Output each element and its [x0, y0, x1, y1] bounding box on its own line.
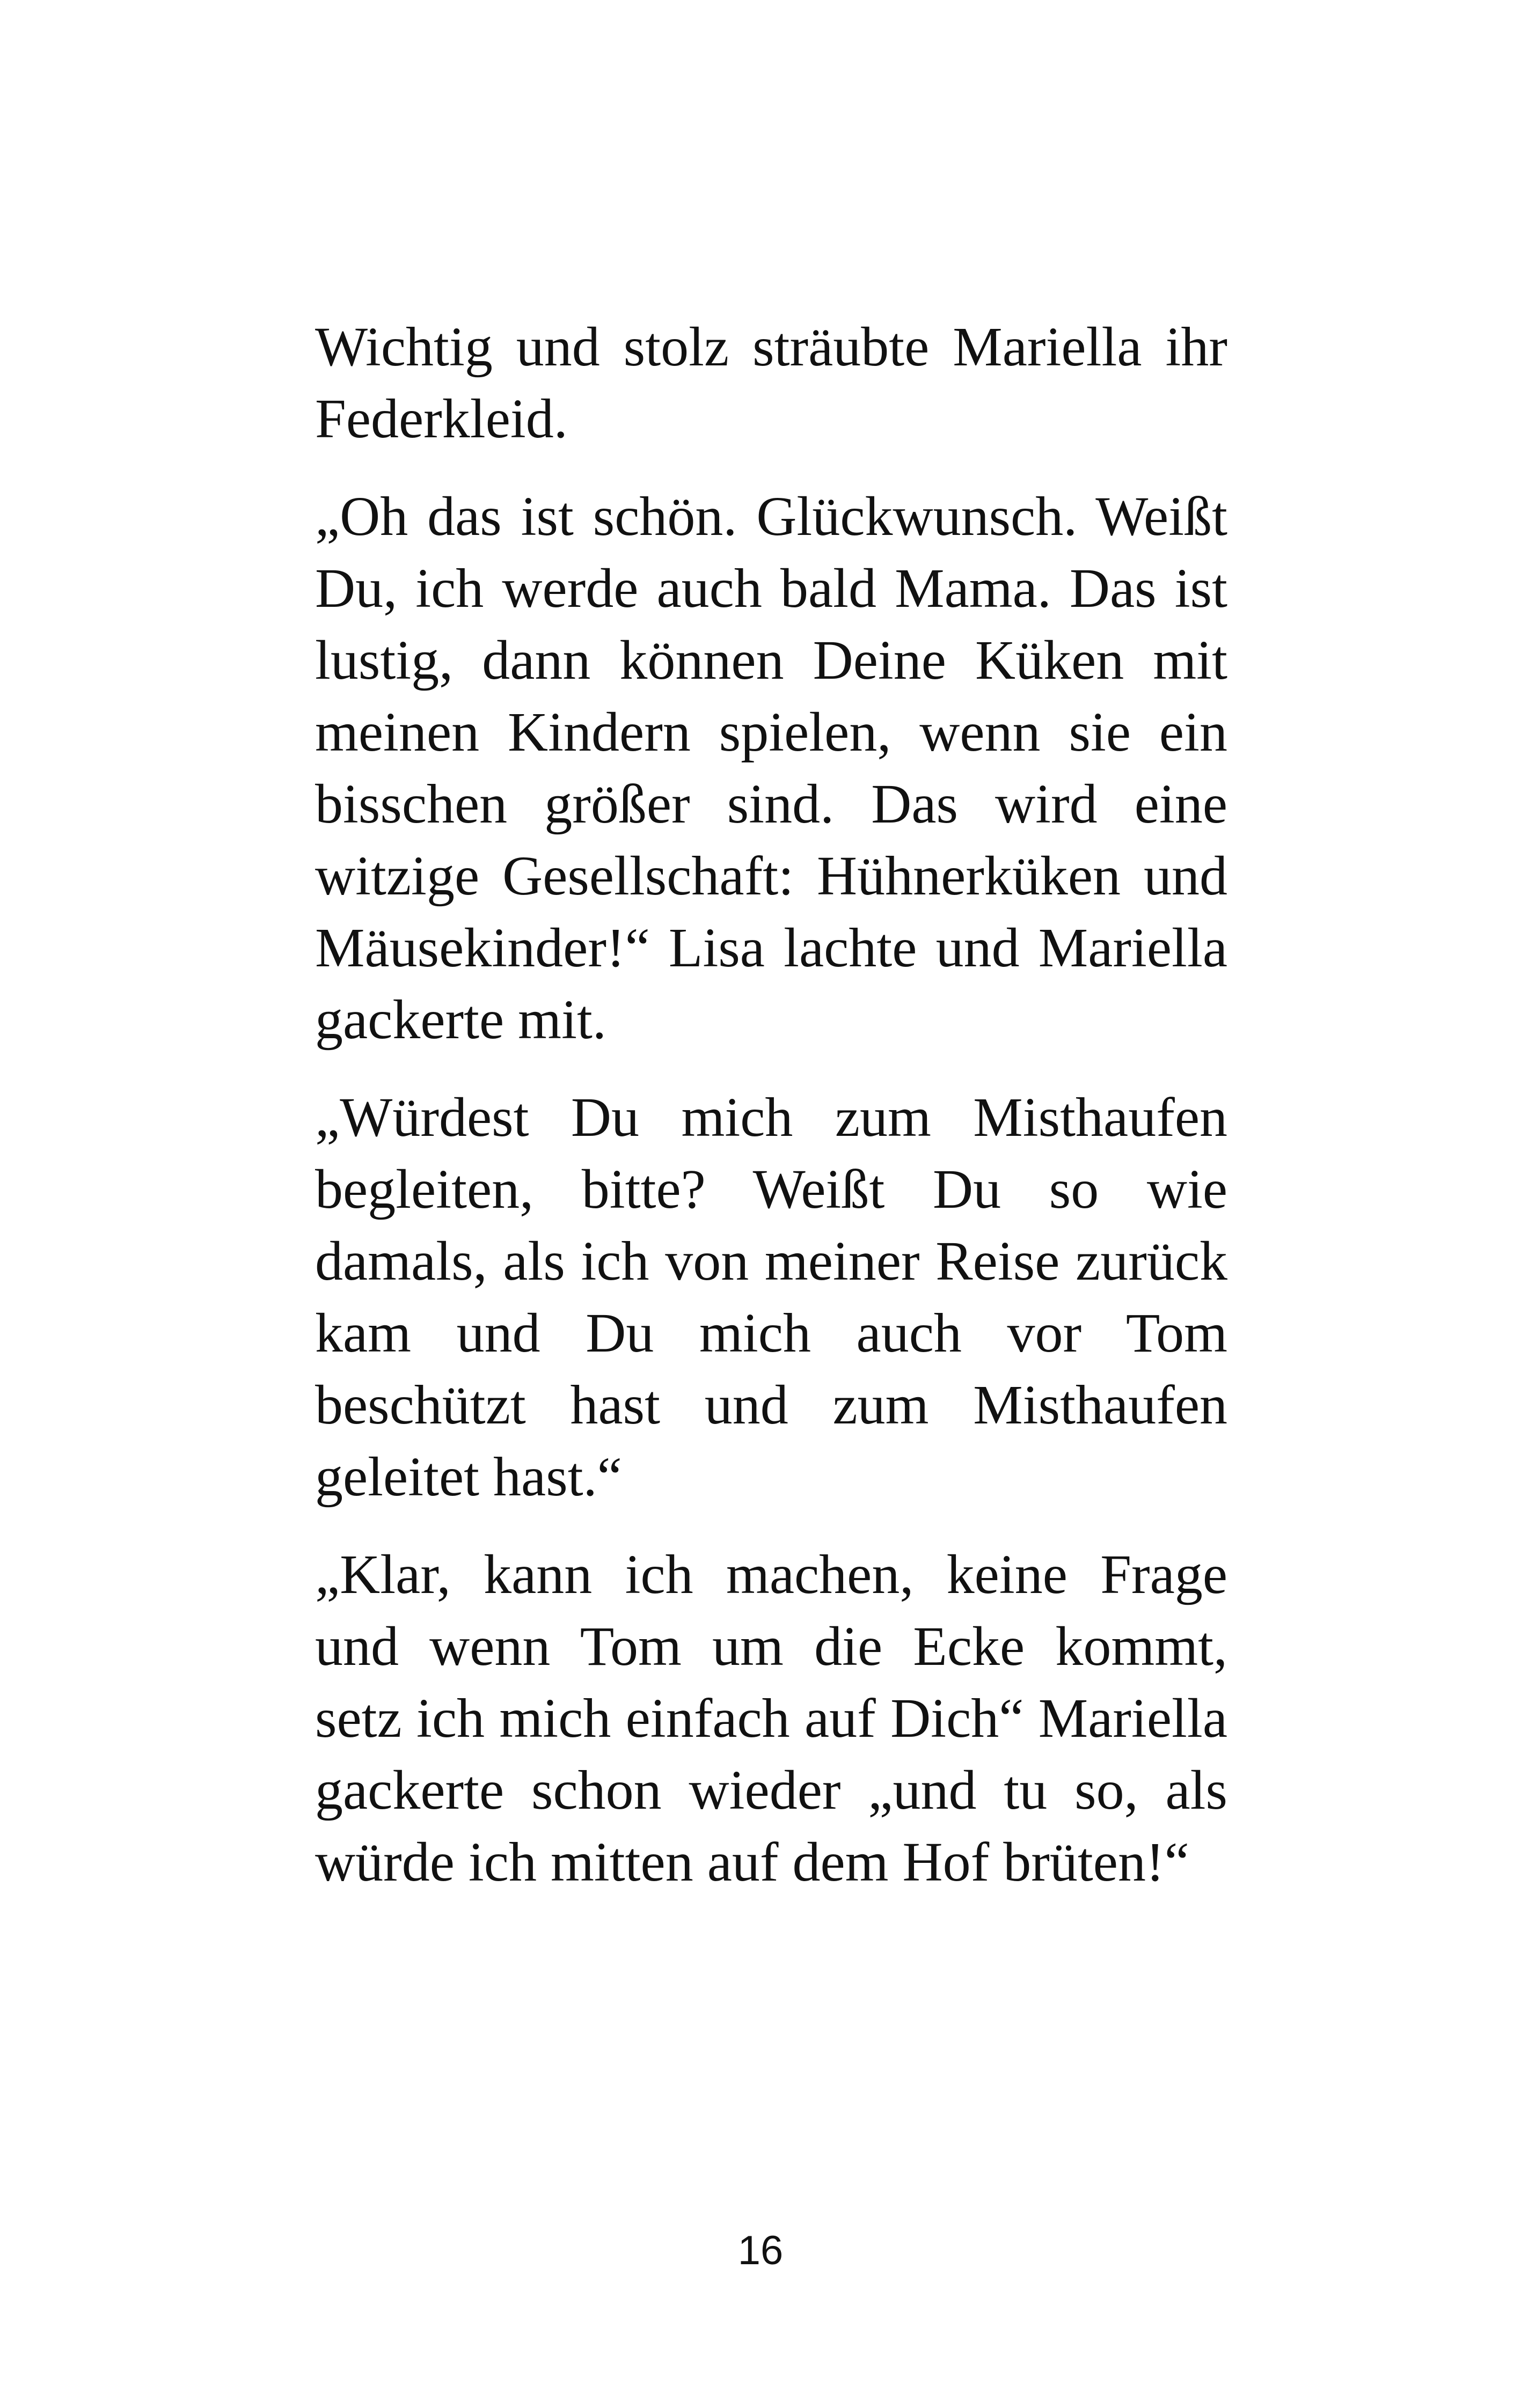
paragraph: „Würdest Du mich zum Misthaufen begleiten, bitte? Weißt Du so wie damals, als ich von meiner Reise zurück kam und Du mich auch vor Tom beschützt hast und zum Misthaufen geleitet hast.“: [315, 1086, 1227, 1508]
paragraph: „Klar, kann ich machen, keine Frage und wenn Tom um die Ecke kommt, setz ich mich einfach auf Dich“ Mariella gackerte schon wieder „und tu so, als würde ich mitten auf dem Hof brüten!“: [315, 1544, 1227, 1893]
page-number: 16: [737, 2228, 784, 2273]
paragraph: Wichtig und stolz sträubte Mariella ihr Federkleid.: [315, 316, 1227, 450]
body-text: [315, 311, 1227, 1898]
paragraph: „Oh das ist schön. Glückwunsch. Weißt Du, ich werde auch bald Mama. Das ist lustig, dann können Deine Küken mit meinen Kindern spielen, wenn sie ein bisschen größer sind. Das wird eine witzige Gesellschaft: Hühnerküken und Mäusekinder!“ Lisa lachte und Mariella gackerte mit.: [315, 486, 1227, 1051]
